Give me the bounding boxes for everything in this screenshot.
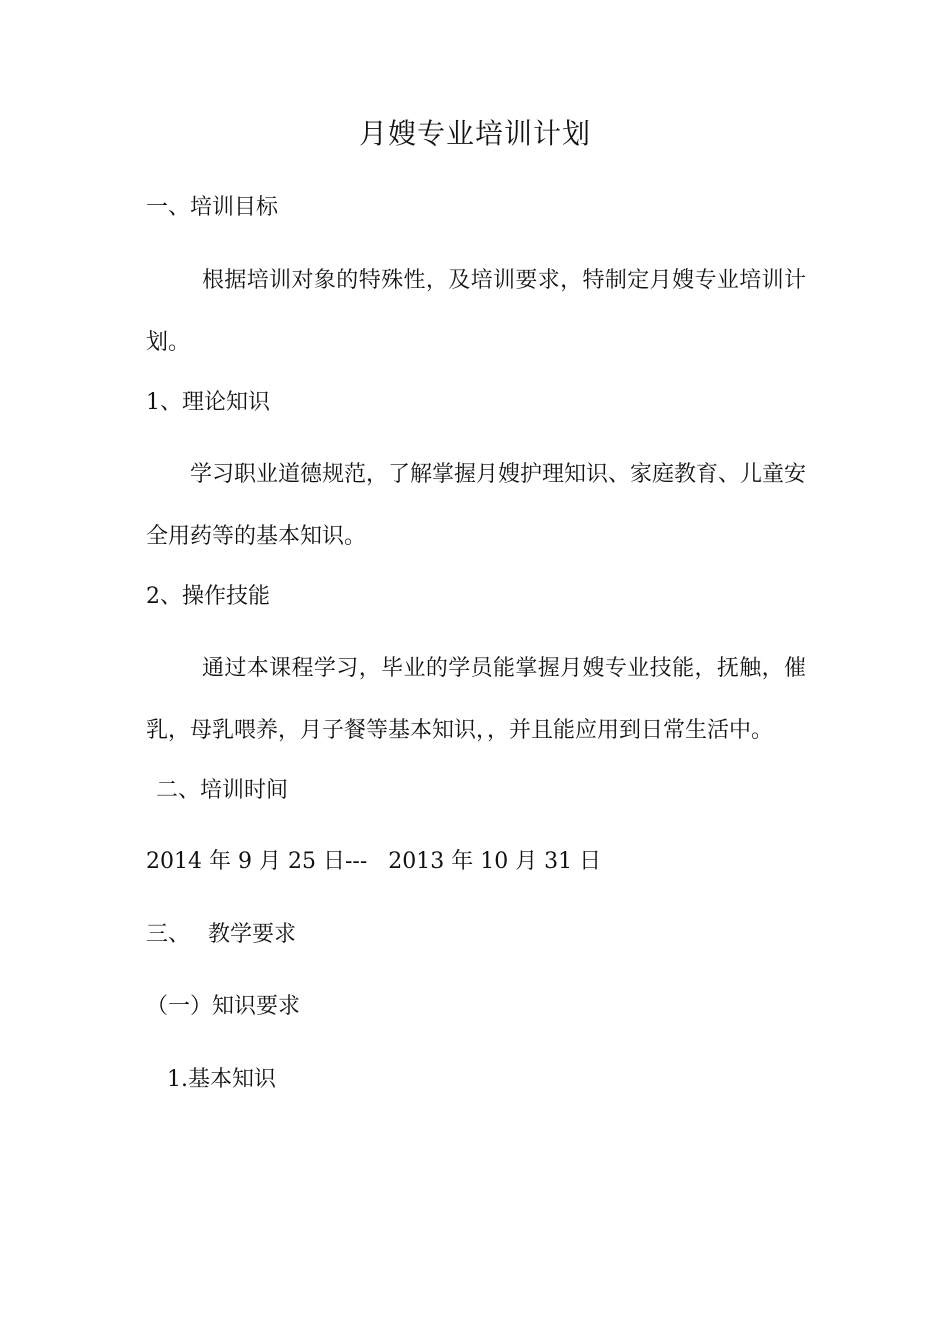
subitem-heading-basic-knowledge: 1.基本知识 [167, 1067, 276, 1092]
section-heading-training-time: 二、培训时间 [156, 778, 289, 803]
document-title: 月嫂专业培训计划 [358, 117, 591, 150]
paragraph-theory: 学习职业道德规范，了解掌握月嫂护理知识、家庭教育、儿童安全用药等的基本知识。 [146, 462, 807, 549]
paragraph-training-goals: 根据培训对象的特殊性，及培训要求，特制定月嫂专业培训计划。 [146, 268, 806, 355]
section-heading-training-goals: 一、培训目标 [146, 195, 279, 220]
training-dates: 2014 年 9 月 25 日--- 2013 年 10 月 31 日 [146, 849, 602, 874]
paragraph-skills: 通过本课程学习，毕业的学员能掌握月嫂专业技能，抚触，催乳，母乳喂养，月子餐等基本知识，，并且能应用到日常生活中。 [146, 656, 806, 743]
item-heading-theory: 1、理论知识 [146, 390, 270, 415]
subsection-heading-knowledge-requirements: （一）知识要求 [146, 994, 301, 1019]
section-heading-teaching-requirements: 三、 教学要求 [146, 922, 296, 947]
item-heading-skills: 2、操作技能 [146, 584, 270, 609]
